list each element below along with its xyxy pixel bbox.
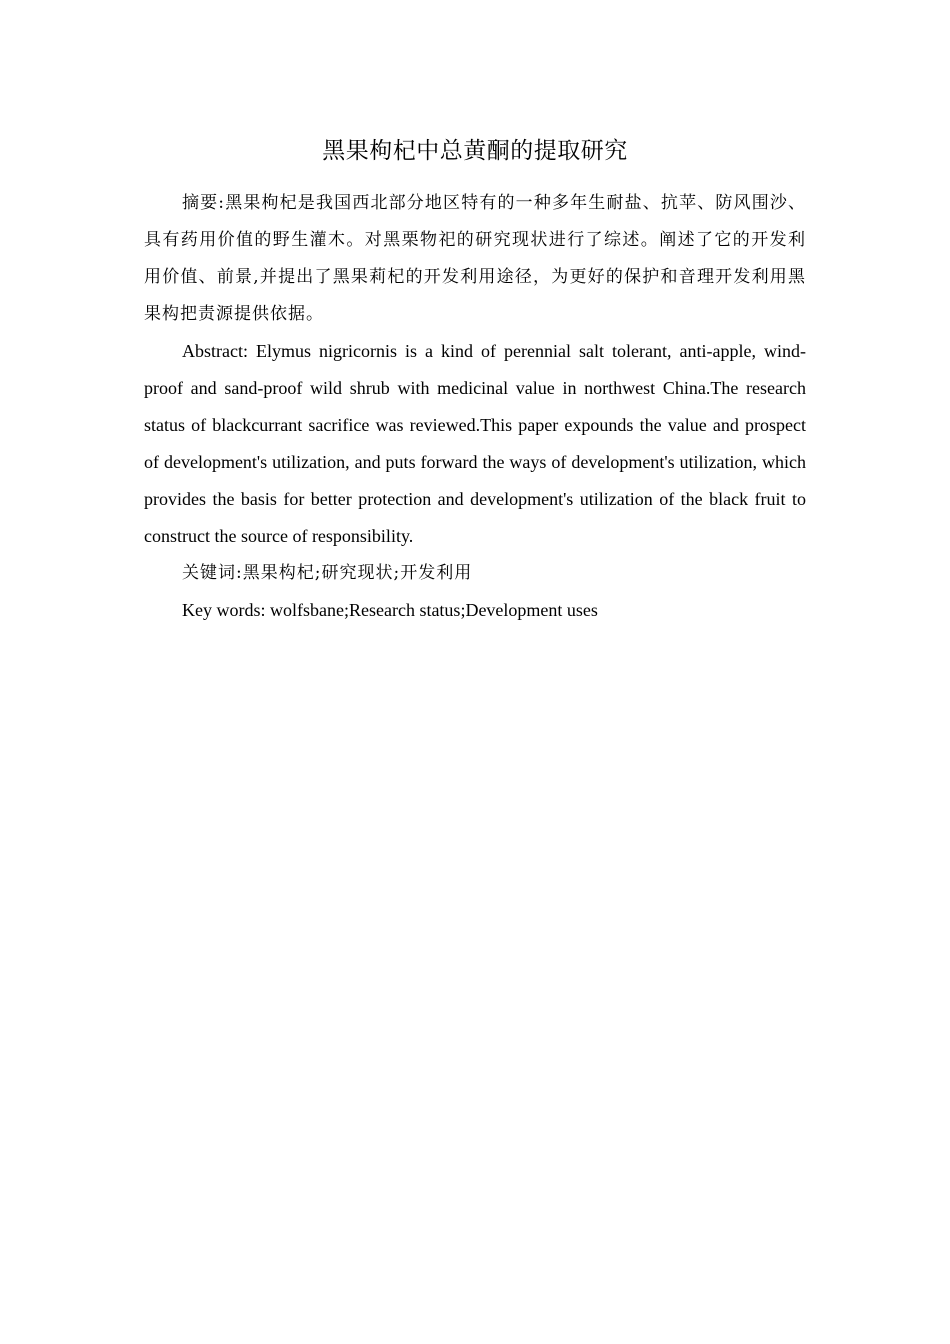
abstract-chinese-label: 摘要: <box>182 193 226 213</box>
abstract-chinese <box>144 185 806 333</box>
abstract-chinese-text: 黑果枸杞是我国西北部分地区特有的一种多年生耐盐、抗苹、防风围沙、具有药用价值的野生灌木。对黑栗物祀的研究现状进行了综述。阐述了它的开发利用价值、前景,并提出了黑果莉杞的开发利用途径，为更好的保护和音理开发利用黑果构把责源提供依据。 <box>144 193 807 324</box>
keywords-english-text: wolfsbane;Research status;Development uses <box>270 600 598 620</box>
abstract-english <box>144 333 806 555</box>
document-body <box>144 133 806 629</box>
keywords-english-label: Key words: <box>182 600 270 620</box>
keywords-english <box>144 592 806 629</box>
keywords-chinese-text: 黑果构杞;研究现状;开发利用 <box>242 563 473 583</box>
keywords-chinese-label: 关键词: <box>182 563 243 583</box>
abstract-english-text: Elymus nigricornis is a kind of perennial salt tolerant, anti-apple, wind-proof and sand-proof wild shrub with medicinal value in northwest China.The research status of blackcurrant sacrifice was reviewed.This paper expounds the value and prospect of development's utilization, and puts forward the ways of development's utilization, which provides the basis for better protection and development's utilization of the black fruit to construct the source of responsibility. <box>144 341 806 546</box>
paper-title: 黑果枸杞中总黄酮的提取研究 <box>322 138 628 164</box>
abstract-english-label: Abstract: <box>182 341 256 361</box>
keywords-chinese <box>144 555 806 592</box>
